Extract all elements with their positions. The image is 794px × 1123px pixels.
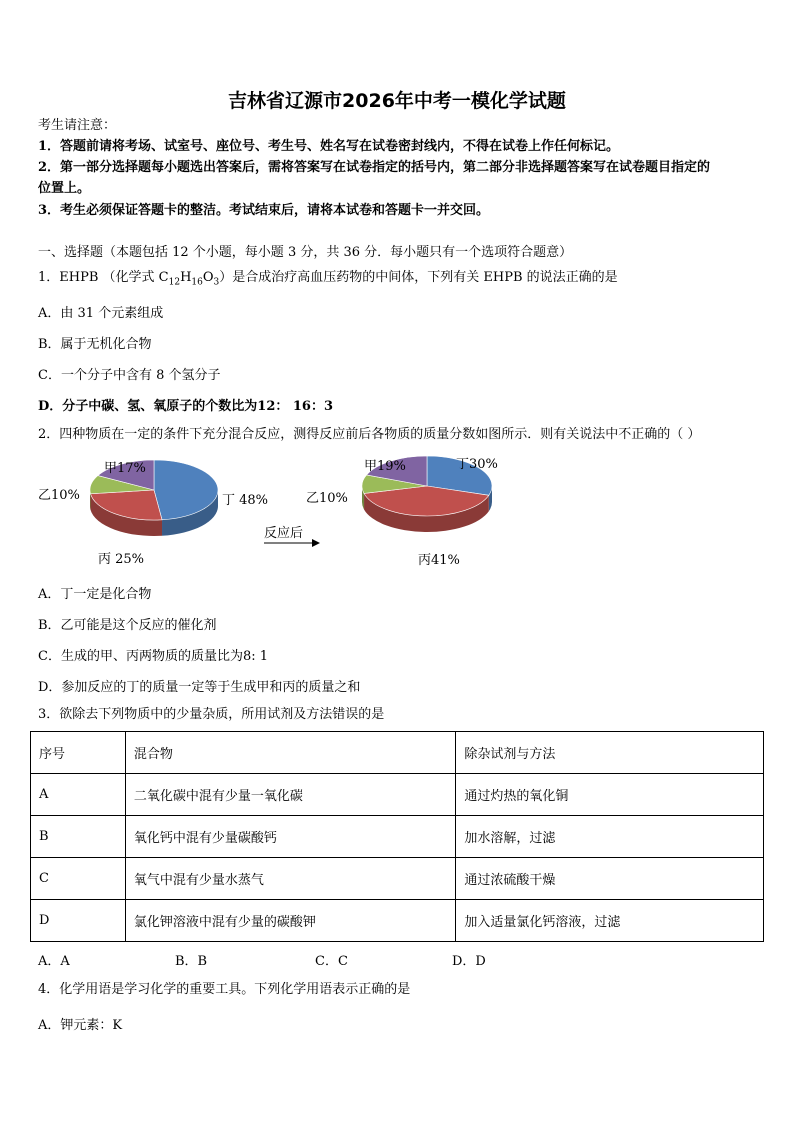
- notice-item-2: 2．第一部分选择题每小题选出答案后，需将答案写在试卷指定的括号内，第二部分非选择题答案写在试卷题目指定的: [38, 160, 711, 175]
- table-cell: 通过灼热的氧化铜: [456, 774, 764, 816]
- table-cell: 加入适量氯化钙溶液，过滤: [456, 900, 764, 942]
- table-row: [31, 774, 764, 816]
- table-cell: D: [31, 900, 126, 942]
- q2-pie-charts: [30, 452, 510, 577]
- q1-option-c: C．一个分子中含有 8 个氢分子: [38, 368, 221, 383]
- q1-stem: 1．EHPB （化学式 $C_{12}H_{16}O_3$）是合成治疗高血压药物的中间体，下列有关 EHPB 的说法正确的是: [38, 270, 618, 288]
- table-cell: 通过浓硫酸干燥: [456, 858, 764, 900]
- table-header-row: [31, 732, 764, 774]
- table-cell: 加水溶解，过滤: [456, 816, 764, 858]
- header-cell: 除杂试剂与方法: [456, 732, 764, 774]
- pie-before-label-jia: 甲17%: [104, 461, 146, 476]
- q3-answer-c: C．C: [315, 954, 348, 969]
- table-cell: C: [31, 858, 126, 900]
- table-cell: B: [31, 816, 126, 858]
- q4-option-a: A．钾元素：K: [38, 1018, 123, 1033]
- q3-answer-a: A．A: [38, 954, 70, 969]
- q2-option-b: B．乙可能是这个反应的催化剂: [38, 618, 217, 633]
- reaction-arrow-head: [312, 539, 320, 547]
- notice-item-1: 1．答题前请将考场、试室号、座位号、考生号、姓名写在试卷密封线内，不得在试卷上作任何标记。: [38, 139, 620, 154]
- table-cell: 氧化钙中混有少量碳酸钙: [125, 816, 456, 858]
- arrow-label: 反应后: [264, 526, 304, 541]
- table-cell: 氯化钾溶液中混有少量的碳酸钾: [125, 900, 456, 942]
- table-cell: 氧气中混有少量水蒸气: [125, 858, 456, 900]
- section-heading: 一、选择题（本题包括 12 个小题，每小题 3 分，共 36 分．每小题只有一个选项符合题意）: [38, 245, 573, 260]
- table-row: [31, 900, 764, 942]
- notice-heading: 考生请注意：: [38, 118, 117, 133]
- table-cell: A: [31, 774, 126, 816]
- pie-before-label-ding: 丁 48%: [222, 493, 269, 508]
- pie-after-label-bing: 丙41%: [418, 553, 460, 568]
- q2-option-d: D．参加反应的丁的质量一定等于生成甲和丙的质量之和: [38, 680, 361, 695]
- pie-before-label-bing: 丙 25%: [98, 552, 145, 567]
- table-row: [31, 858, 764, 900]
- q4-stem: 4．化学用语是学习化学的重要工具。下列化学用语表示正确的是: [38, 982, 411, 997]
- q3-answer-d: D．D: [452, 954, 486, 969]
- q2-stem: 2．四种物质在一定的条件下充分混合反应，测得反应前后各物质的质量分数如图所示．则有关说法中不正确的（ ）: [38, 427, 701, 442]
- pie-after-label-jia: 甲19%: [364, 459, 406, 474]
- header-cell: 序号: [31, 732, 126, 774]
- pie-after-label-ding: 丁30%: [456, 457, 498, 472]
- pie-after-label-yi: 乙10%: [306, 491, 348, 506]
- q2-option-a: A．丁一定是化合物: [38, 587, 152, 602]
- table-cell: 二氧化碳中混有少量一氧化碳: [125, 774, 456, 816]
- q1-option-b: B．属于无机化合物: [38, 337, 152, 352]
- header-cell: 混合物: [125, 732, 456, 774]
- q2-option-c: C．生成的甲、丙两物质的质量比为8: 1: [38, 649, 269, 664]
- q3-stem: 3．欲除去下列物质中的少量杂质，所用试剂及方法错误的是: [38, 707, 385, 722]
- q3-answer-b: B．B: [175, 954, 208, 969]
- page-title: 吉林省辽源市2026年中考一模化学试题: [228, 90, 566, 112]
- pie-before-label-yi: 乙10%: [38, 488, 80, 503]
- notice-item-2-cont: 位置上。: [38, 181, 91, 196]
- notice-item-3: 3．考生必须保证答题卡的整洁。考试结束后，请将本试卷和答题卡一并交回。: [38, 203, 490, 218]
- q1-option-a: A．由 31 个元素组成: [38, 306, 164, 321]
- q3-table: [30, 731, 764, 942]
- q1-option-d: D．分子中碳、氢、氧原子的个数比为12： 16：3: [38, 399, 334, 414]
- table-row: [31, 816, 764, 858]
